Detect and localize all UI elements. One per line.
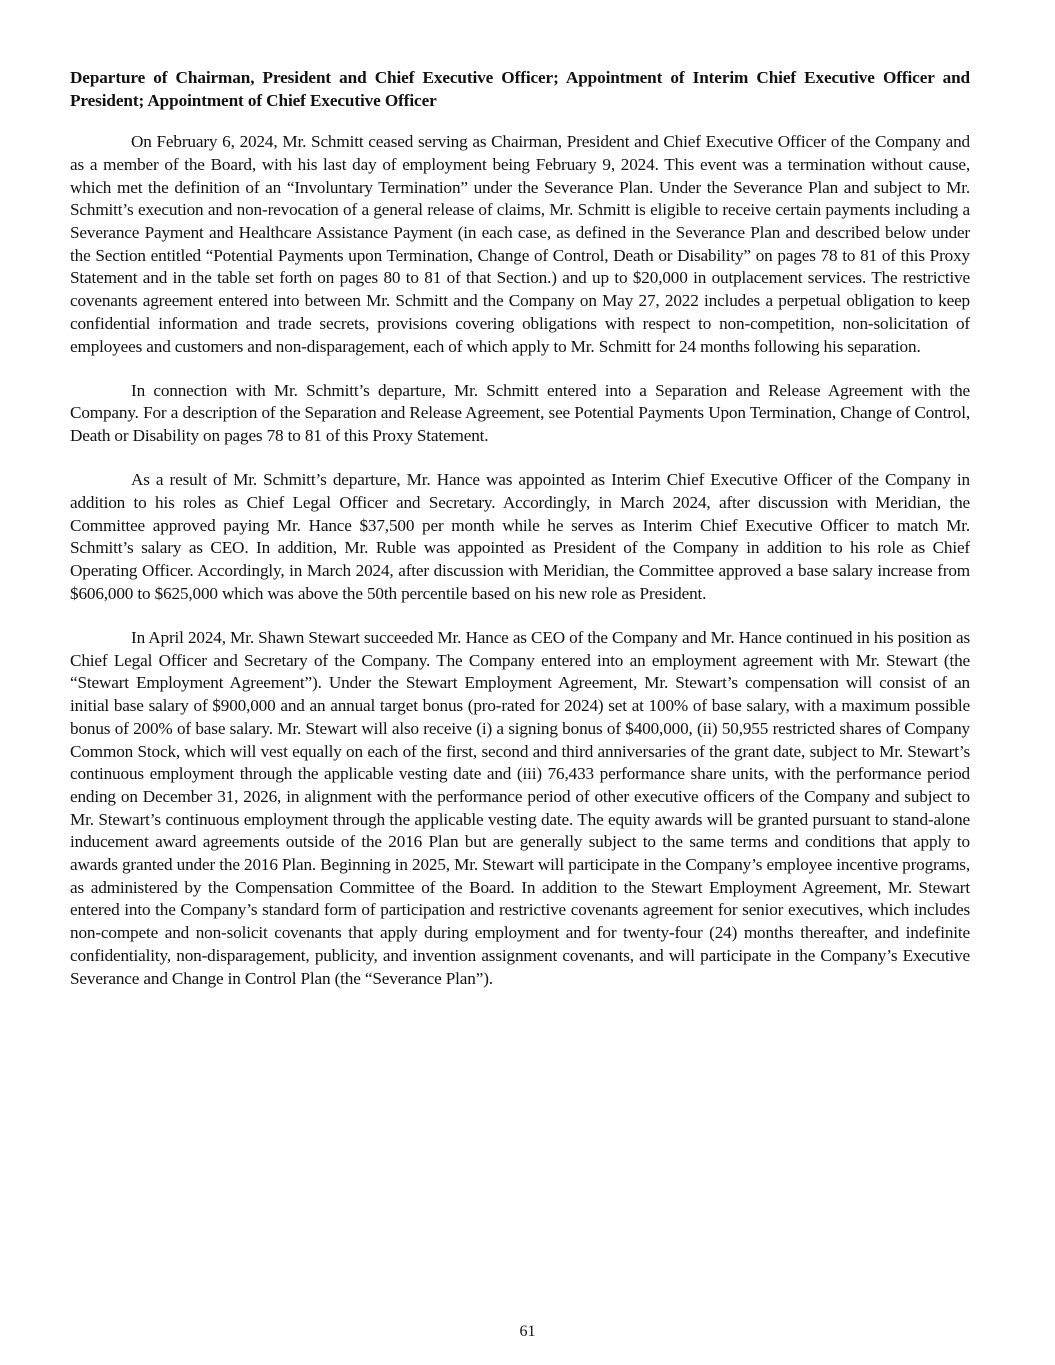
paragraph-interim-appointments: As a result of Mr. Schmitt’s departure, Mr. Hance was appointed as Interim Chief Executive Officer of the Company in addition to his roles as Chief Legal Officer and Secretary. Accordingly, in March 2024, after discussion with Meridian, the Committee approved paying Mr. Hance $37,500 per month while he serves as Interim Chief Executive Officer to match Mr. Schmitt’s salary as CEO. In addition, Mr. Ruble was appointed as President of the Company in addition to his role as Chief Operating Officer. Accordingly, in March 2024, after discussion with Meridian, the Committee approved a base salary increase from $606,000 to $625,000 which was above the 50th percentile based on his new role as President.: [70, 470, 970, 603]
paragraph-stewart-employment: In April 2024, Mr. Shawn Stewart succeeded Mr. Hance as CEO of the Company and Mr. Hance continued in his position as Chief Legal Officer and Secretary of the Company. The Company entered into an employment agreement with Mr. Stewart (the “Stewart Employment Agreement”). Under the Stewart Employment Agreement, Mr. Stewart’s compensation will consist of an initial base salary of $900,000 and an annual target bonus (pro-rated for 2024) set at 100% of base salary, with a maximum possible bonus of 200% of base salary. Mr. Stewart will also receive (i) a signing bonus of $400,000, (ii) 50,955 restricted shares of Company Common Stock, which will vest equally on each of the first, second and third anniversaries of the grant date, subject to Mr. Stewart’s continuous employment through the applicable vesting date and (iii) 76,433 performance share units, with the performance period ending on December 31, 2026, in alignment with the performance period of other executive officers of the Company and subject to Mr. Stewart’s continuous employment through the applicable vesting date. The equity awards will be granted pursuant to stand-alone inducement award agreements outside of the 2016 Plan but are generally subject to the same terms and conditions that apply to awards granted under the 2016 Plan. Beginning in 2025, Mr. Stewart will participate in the Company’s employee incentive programs, as administered by the Compensation Committee of the Board. In addition to the Stewart Employment Agreement, Mr. Stewart entered into the Company’s standard form of participation and restrictive covenants agreement for senior executives, which includes non-compete and non-solicit covenants that apply during employment and for twenty-four (24) months thereafter, and indefinite confidentiality, non-disparagement, publicity, and invention assignment covenants, and will participate in the Company’s Executive Severance and Change in Control Plan (the “Severance Plan”).: [70, 628, 970, 988]
paragraph-separation-agreement: In connection with Mr. Schmitt’s departure, Mr. Schmitt entered into a Separation and Release Agreement with the Company. For a description of the Separation and Release Agreement, see Potential Payments Upon Termination, Change of Control, Death or Disability on pages 78 to 81 of this Proxy Statement.: [70, 380, 970, 446]
document-page: [70, 67, 970, 1012]
page-number: 61: [519, 1323, 536, 1340]
section-heading: Departure of Chairman, President and Chief Executive Officer; Appointment of Interim Chief Executive Officer and President; Appointment of Chief Executive Officer: [70, 68, 970, 110]
paragraph-schmitt-departure: On February 6, 2024, Mr. Schmitt ceased serving as Chairman, President and Chief Executive Officer of the Company and as a member of the Board, with his last day of employment being February 9, 2024. This event was a termination without cause, which met the definition of an “Involuntary Termination” under the Severance Plan. Under the Severance Plan and subject to Mr. Schmitt’s execution and non-revocation of a general release of claims, Mr. Schmitt is eligible to receive certain payments including a Severance Payment and Healthcare Assistance Payment (in each case, as defined in the Severance Plan and described below under the Section entitled “Potential Payments upon Termination, Change of Control, Death or Disability” on pages 78 to 81 of this Proxy Statement and in the table set forth on pages 80 to 81 of that Section.) and up to $20,000 in outplacement services. The restrictive covenants agreement entered into between Mr. Schmitt and the Company on May 27, 2022 includes a perpetual obligation to keep confidential information and trade secrets, provisions covering obligations with respect to non-competition, non-solicitation of employees and customers and non-disparagement, each of which apply to Mr. Schmitt for 24 months following his separation.: [70, 132, 970, 356]
